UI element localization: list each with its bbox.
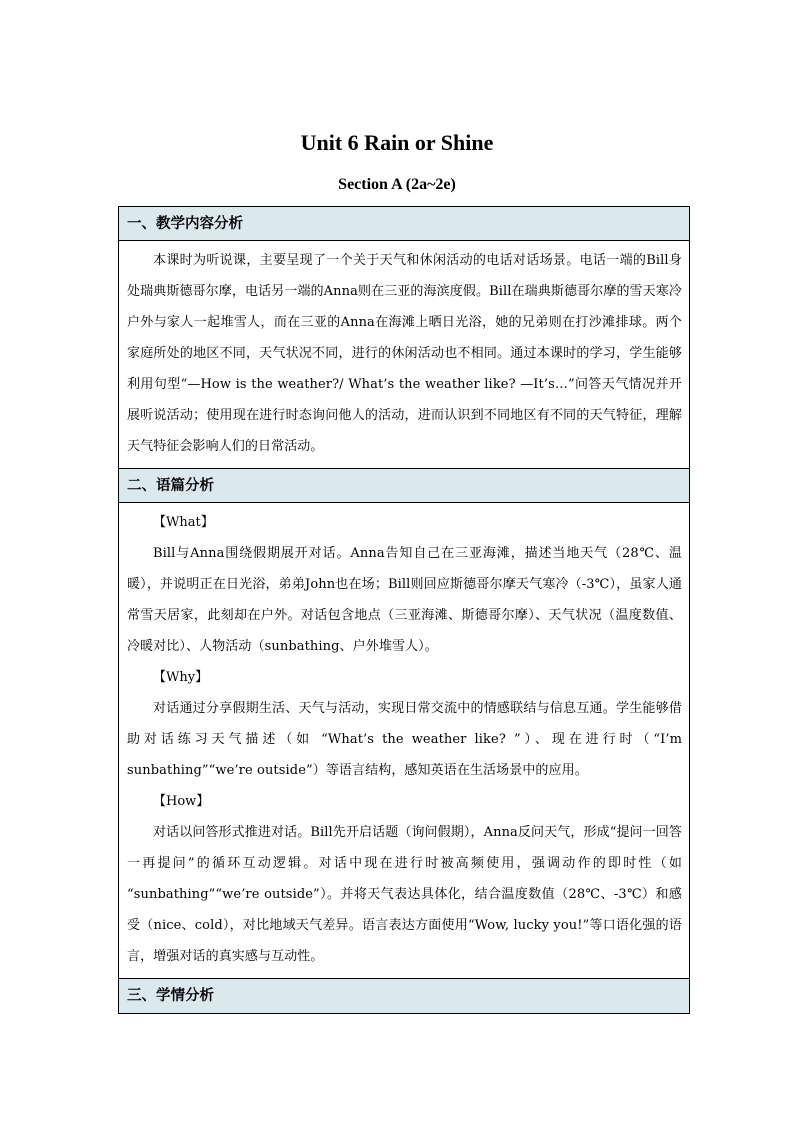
section-body-discourse-analysis [119,503,689,979]
content-analysis-paragraph: 本课时为听说课，主要呈现了一个关于天气和休闲活动的电话对话场景。电话一端的Bill身处瑞典斯德哥尔摩，电话另一端的Anna则在三亚的海滨度假。Bill在瑞典斯德哥尔摩的雪天寒冷户外与家人一起堆雪人，而在三亚的Anna在海滩上晒日光浴，她的兄弟则在打沙滩排球。两个家庭所处的地区不同，天气状况不同，进行的休闲活动也不相同。通过本课时的学习，学生能够利用句型“—How is the weather?/ What’s the weather like? —It’s…”问答天气情况并开展听说活动；使用现在进行时态询问他人的活动，进而认识到不同地区有不同的天气特征，理解天气特征会影响人们的日常活动。 [127,253,682,454]
document-subtitle: Section A (2a~2e) [338,176,456,193]
section-heading-content-analysis: 一、教学内容分析 [119,207,689,241]
how-paragraph: 对话以问答形式推进对话。Bill先开启话题（询问假期），Anna反问天气，形成“提问一回答一再提问”的循环互动逻辑。对话中现在进行时被高频使用，强调动作的即时性（如 “sunbathing”“we’re outside”）。并将天气表达具体化，结合温度数值（28℃、-3℃）和感受（nice、cold），对比地域天气差异。语言表达方面使用“Wow, lucky you!”等口语化强的语言，增强对话的真实感与互动性。 [127,825,682,964]
why-paragraph: 对话通过分享假期生活、天气与活动，实现日常交流中的情感联结与信息互通。学生能够借助对话练习天气描述（如 “What’s the weather like? ”）、现在进行时（“I’m sunbathing”“we’re outside”）等语言结构，感知英语在生活场景中的应用。 [127,701,682,778]
lesson-plan-table [118,206,690,1014]
why-tag: 【Why】 [153,670,209,685]
what-tag: 【What】 [153,515,214,530]
document-title: Unit 6 Rain or Shine [300,130,494,155]
section-heading-discourse-analysis: 二、语篇分析 [119,469,689,503]
section-body-content-analysis [119,241,689,469]
how-tag: 【How】 [153,794,210,809]
what-paragraph: Bill与Anna围绕假期展开对话。Anna告知自己在三亚海滩，描述当地天气（28℃、温暖），并说明正在日光浴，弟弟John也在场；Bill则回应斯德哥尔摩天气寒冷（-3℃），虽家人通常雪天居家，此刻却在户外。对话包含地点（三亚海滩、斯德哥尔摩）、天气状况（温度数值、冷暖对比）、人物活动（sunbathing、户外堆雪人）。 [127,546,682,654]
section-heading-learner-analysis: 三、学情分析 [119,979,689,1013]
